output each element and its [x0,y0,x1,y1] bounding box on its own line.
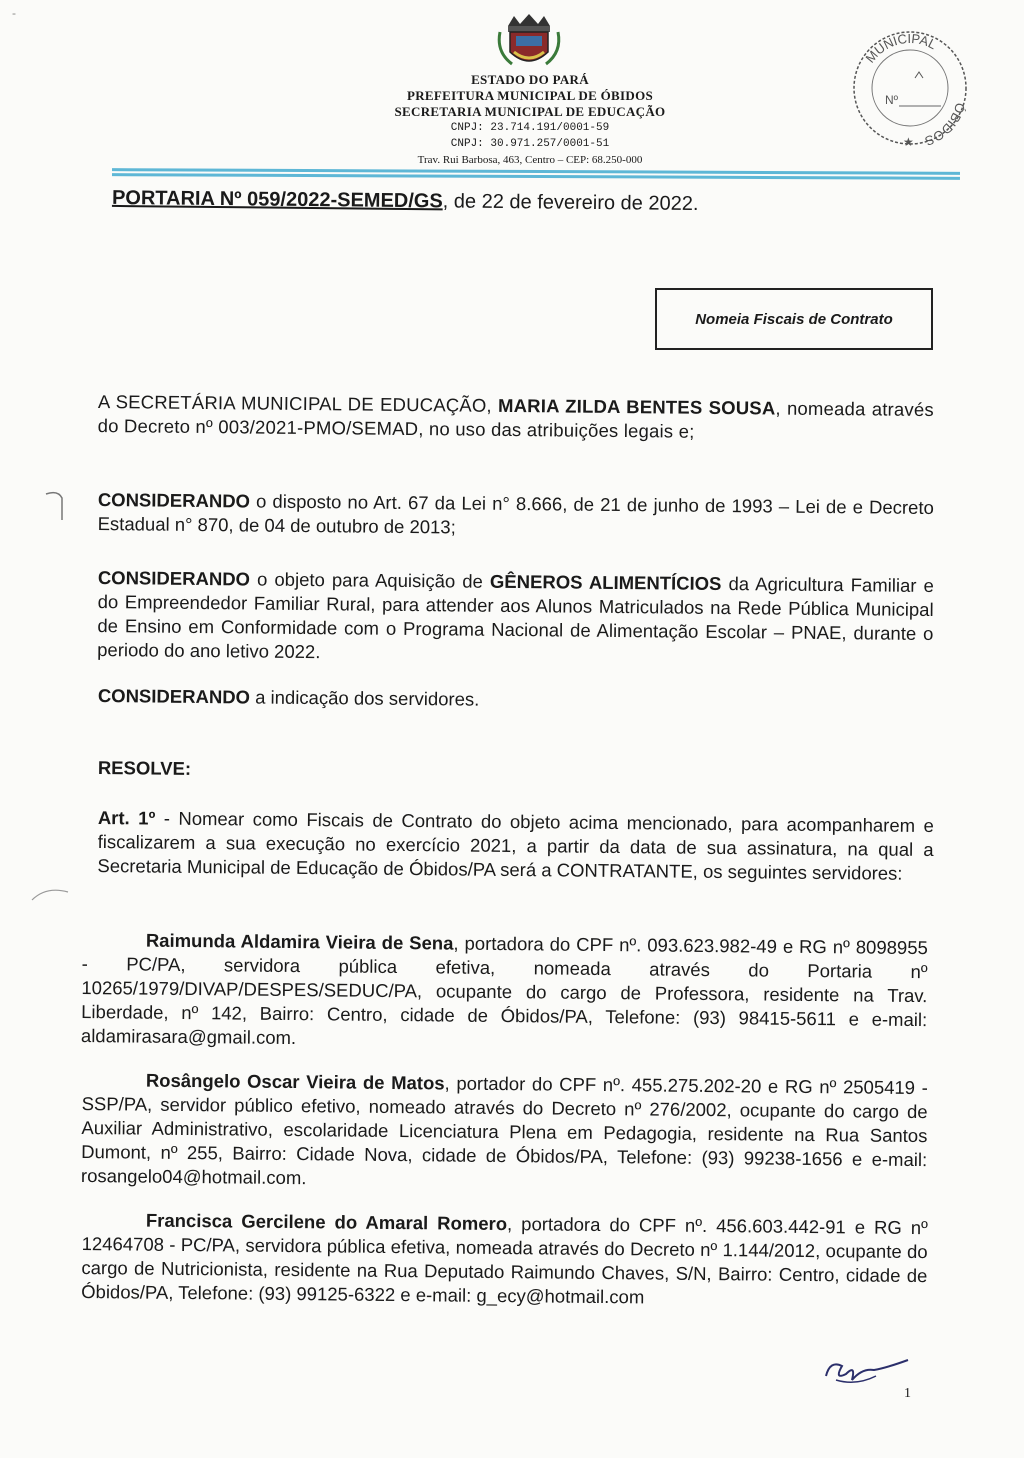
state-name: ESTADO DO PARÁ [471,72,589,87]
ementa-box [655,288,933,350]
cnpj-secondary: CNPJ: 30.971.257/0001-51 [450,138,610,150]
servidor-details: , portadora do CPF nº. 093.623.982-49 e RG nº 8098955 - PC/PA, servidora pública efetiva, nomeada através do Portaria nº 10265/1979/DIVAP/DESPES/SEDUC/PA, ocupante do cargo de Professora, residente na Trav. Liberdade, nº 142, Bairro: Centro, cidade de Óbidos/PA, Telefone: (93) 98415-5611 e e-mail: aldamirasara@gmail.com. [80,932,928,1049]
letterhead [360,72,700,168]
signature-initials [816,1350,912,1390]
considerando-1-text: o disposto no Art. 67 da Lei n° 8.666, de 21 de junho de 1993 – Lei de e Decreto Estadual n° 870, de 04 de outubro de 2013; [97,490,934,538]
considerando-2 [97,566,934,670]
prefecture-name: PREFEITURA MUNICIPAL DE ÓBIDOS [406,88,654,103]
considerando-2-text-b: da Agricultura Familiar e do Empreendedor Familiar Rural, para attender aos Alunos Matriculados na Rede Pública Municipal de Ensino em Conformidade com o Programa Nacional de Alimentação Escolar – PNAE, durante o periodo do ano letivo 2022. [97,572,934,663]
secretary-name: MARIA ZILDA BENTES SOUSA [497,394,776,419]
scan-mark: - [12,6,16,20]
considerando-1 [98,488,934,544]
stamp-text-bottom: ÓBIDOS [922,101,969,149]
stamp-text-top: MUNICIPAL [862,30,939,66]
servidor-entry [81,1068,928,1196]
stamp-number-label: Nº [885,93,899,107]
official-stamp [845,20,975,150]
considerando-2-highlight: GÊNEROS ALIMENTÍCIOS [489,570,722,594]
intro-prefix: A SECRETÁRIA MUNICIPAL DE EDUCAÇÃO, [97,390,499,416]
ementa-text: Nomeia Fiscais de Contrato [695,310,893,328]
portaria-number: PORTARIA Nº 059/2022-SEMED/GS [111,186,443,213]
servidor-entry [81,1208,928,1312]
municipal-coat-of-arms-icon [494,12,564,72]
servidor-details: , portadora do CPF nº. 456.603.442-91 e RG nº 12464708 - PC/PA, servidora pública efetiva, nomeada através do Decreto nº 1.144/2012, ocupante do cargo de Nutricionista, residente na Rua Deputado Raimundo Chaves, S/N, Bairro: Centro, cidade de Óbidos/PA, Telefone: (93) 99125-6322 e e-mail: g_ecy@hotmail.com [81,1213,928,1308]
considerando-3-text: a indicação dos servidores. [249,686,480,710]
document-title [112,187,699,216]
considerando-2-text-a: o objeto para Aquisição de [249,568,491,592]
portaria-date: , de 22 de fevereiro de 2022. [442,190,699,216]
hole-punch-mark [28,880,72,904]
star-icon: ★ [903,135,914,149]
cnpj-primary: CNPJ: 23.714.191/0001-59 [450,122,610,134]
considerando-label: CONSIDERANDO [97,488,251,512]
servidor-name: Raimunda Aldamira Vieira de Sena [145,929,454,954]
resolve-heading: RESOLVE: [97,756,192,779]
article-1-text: - Nomear como Fiscais de Contrato do objeto acima mencionado, para acompanharem e fiscalizarem a sua execução no exercício 2021, a partir da data de sua assinatura, na qual a Secretaria Municipal de Educação de Óbidos/PA será a CONTRATANTE, os seguintes servidores: [97,807,934,884]
article-1-label: Art. 1º [97,806,156,829]
considerando-label: CONSIDERANDO [97,684,251,708]
considerando-3 [98,684,934,716]
article-1 [97,806,934,886]
servidor-name: Francisca Gercilene do Amaral Romero [145,1209,508,1235]
page-number: 1 [904,1386,911,1401]
considerando-label: CONSIDERANDO [97,566,251,590]
intro-suffix: , nomeada através do Decreto nº 003/2021-PMO/SEMAD, no uso das atribuições legais e; [97,397,934,442]
servidor-entry [81,928,928,1056]
servidor-details: , portador do CPF nº. 455.275.202-20 e RG nº 2505419 - SSP/PA, servidor público efetivo, nomeado através do Decreto nº 276/2002, ocupante do cargo de Auxiliar Administrativo, escolaridade Licenciatura Plena em Pedagogia, residente na Rua Santos Dumont, nº 255, Bairro: Cidade Nova, cidade de Óbidos/PA, Telefone: (93) 99238-1656 e e-mail: rosangelo04@hotmail.com. [80,1072,928,1189]
letterhead-rule [112,168,960,180]
intro-paragraph [98,390,934,446]
hole-punch-mark [40,488,70,524]
secretariat-name: SECRETARIA MUNICIPAL DE EDUCAÇÃO [394,104,666,119]
address: Trav. Rui Barbosa, 463, Centro – CEP: 68.250-000 [417,154,643,166]
servidor-name: Rosângelo Oscar Vieira de Matos [145,1069,445,1094]
